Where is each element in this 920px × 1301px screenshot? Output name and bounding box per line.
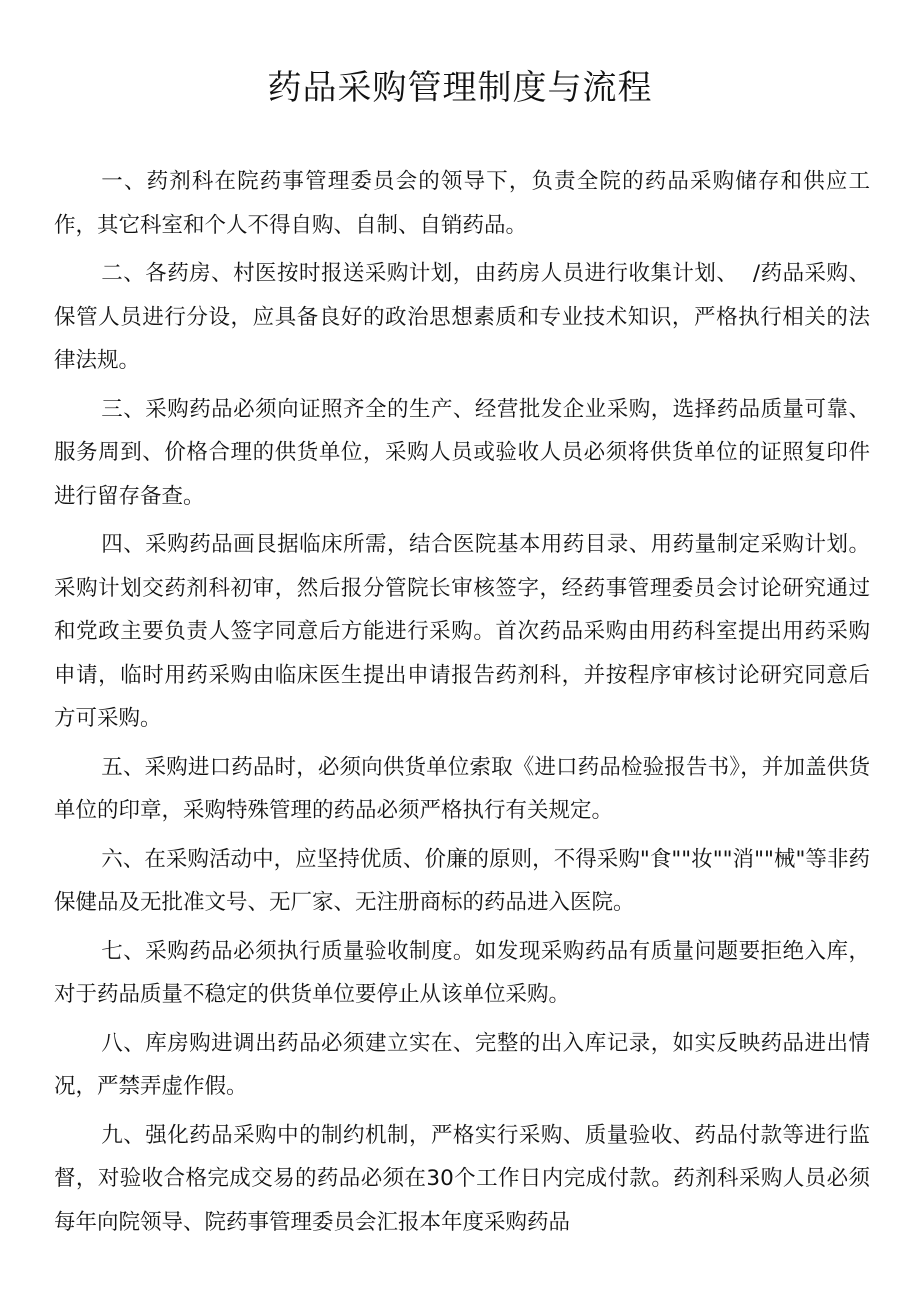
paragraph-9: 九、强化药品采购中的制约机制，严格实行采购、质量验收、药品付款等进行监督，对验收合格完成交易的药品必须在30个工作日内完成付款。药剂科采购人员必须每年向院领导、院药事管理委员会汇报本年度采购药品 <box>54 1122 870 1235</box>
paragraph-8: 八、库房购进调出药品必须建立实在、完整的出入库记录，如实反映药品进出情况，严禁弄虚作假。 <box>54 1030 870 1099</box>
paragraph-7: 七、采购药品必须执行质量验收制度。如发现采购药品有质量问题要拒绝入库，对于药品质量不稳定的供货单位要停止从该单位采购。 <box>54 938 870 1007</box>
paragraph-6: 六、在采购活动中，应坚持优质、价廉的原则，不得采购"食""妆""消""械"等非药保健品及无批准文号、无厂家、无注册商标的药品进入医院。 <box>54 846 870 915</box>
paragraph-3: 三、采购药品必须向证照齐全的生产、经营批发企业采购，选择药品质量可靠、服务周到、价格合理的供货单位，采购人员或验收人员必须将供货单位的证照复印件进行留存备查。 <box>54 396 870 509</box>
paragraph-4: 四、采购药品画艮据临床所需，结合医院基本用药目录、用药量制定采购计划。采购计划交药剂科初审，然后报分管院长审核签字，经药事管理委员会讨论研究通过和党政主要负责人签字同意后方能进行采购。首次药品采购由用药科室提出用药采购申请，临时用药采购由临床医生提出申请报告药剂科，并按程序审核讨论研究同意后方可采购。 <box>54 532 870 731</box>
document-body <box>54 160 870 1249</box>
document-title: 药品采购管理制度与流程 <box>267 68 653 108</box>
paragraph-5: 五、采购进口药品时，必须向供货单位索取《进口药品检验报告书》，并加盖供货单位的印章，采购特殊管理的药品必须严格执行有关规定。 <box>54 754 870 823</box>
paragraph-1: 一、药剂科在院药事管理委员会的领导下，负责全院的药品采购储存和供应工作，其它科室和个人不得自购、自制、自销药品。 <box>54 169 870 238</box>
paragraph-2: 二、各药房、村医按时报送采购计划，由药房人员进行收集计划、 /药品采购、保管人员进行分设，应具备良好的政治思想素质和专业技术知识，严格执行相关的法律法规。 <box>54 261 870 373</box>
